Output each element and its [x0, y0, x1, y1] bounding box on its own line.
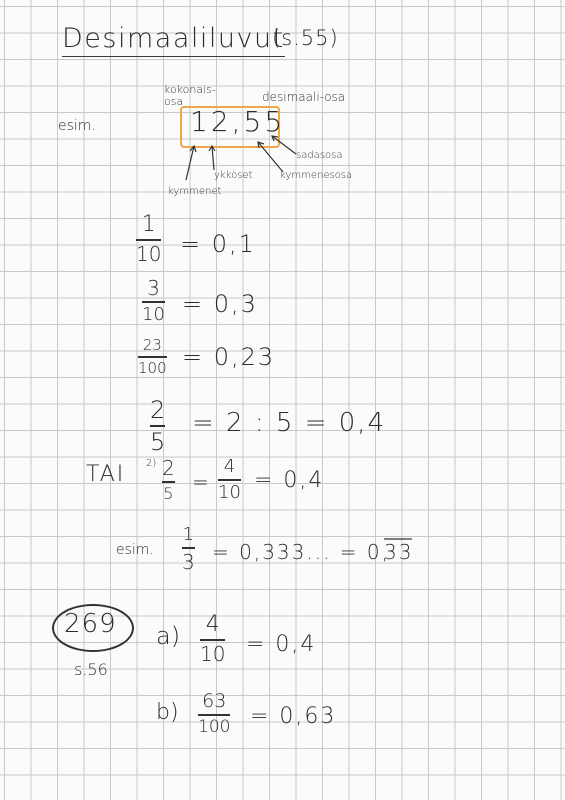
numerator: 4 [223, 456, 236, 477]
fraction-bar [200, 639, 225, 641]
fraction-63-100 [198, 692, 230, 736]
fraction-bar [162, 481, 175, 483]
exercise-page: s.56 [74, 660, 108, 679]
denominator: 5 [150, 427, 166, 456]
fraction-bar [182, 547, 195, 549]
numerator: 1 [141, 212, 156, 237]
example-label: esim. [58, 118, 96, 134]
numerator: 2 [162, 456, 175, 480]
equals-sign: = [192, 470, 211, 494]
decimal-part-label: desimaali-osa [262, 90, 346, 104]
numerator: 3 [147, 276, 160, 300]
fraction-bar [138, 356, 167, 358]
result-23-100: = 0,23 [182, 343, 276, 371]
integer-part-label: kokonais-osa [164, 83, 216, 108]
fraction-23-100 [138, 338, 167, 376]
tens-label: kymmenet [168, 186, 222, 197]
result-1-3: = 0,333... = 0, [212, 540, 390, 564]
repeating-digits: 33 [384, 540, 414, 564]
example-number: 12,55 [190, 105, 286, 138]
denominator: 5 [163, 483, 174, 503]
exercise-number: 269 [64, 609, 117, 639]
result-4-10: = 0,4 [254, 468, 325, 493]
result-2-5: = 2 : 5 = 0,4 [192, 408, 387, 438]
result-a: = 0,4 [246, 632, 317, 657]
denominator: 100 [198, 716, 231, 737]
denominator: 10 [200, 641, 226, 666]
tenths-label: kymmenesosa [280, 170, 353, 181]
hundredths-label: sadasosa [296, 150, 343, 161]
fraction-1-3 [182, 526, 195, 572]
numerator: 2 [150, 396, 166, 424]
fraction-bar [218, 479, 241, 481]
denominator: 100 [138, 358, 167, 377]
fraction-2-5 [150, 398, 165, 454]
result-1-10: = 0,1 [180, 230, 256, 258]
fraction-4-10-a [200, 614, 225, 664]
result-3-10: = 0,3 [182, 290, 258, 318]
page-title: Desimaaliluvut [62, 22, 285, 57]
fraction-bar [136, 239, 161, 241]
page-reference: (s.55) [272, 26, 339, 50]
part-b-label: b) [156, 700, 179, 725]
fraction-bar [150, 425, 165, 427]
result-b: = 0,63 [250, 704, 337, 729]
fraction-bar [142, 301, 165, 303]
fraction-2-5-expanded [162, 458, 175, 502]
denominator: 10 [218, 481, 241, 503]
denominator: 10 [136, 241, 162, 266]
denominator: 3 [182, 549, 195, 574]
fraction-4-10 [218, 458, 241, 502]
numerator: 23 [142, 336, 162, 354]
denominator: 10 [142, 303, 165, 325]
fraction-bar [198, 714, 230, 716]
fraction-1-10 [136, 214, 161, 264]
ones-label: ykköset [214, 170, 253, 181]
numerator: 1 [182, 524, 195, 545]
fraction-3-10 [142, 278, 165, 324]
numerator: 4 [205, 612, 220, 637]
or-label: TAI [86, 462, 126, 487]
expand-mark: 2) [146, 458, 157, 469]
part-a-label: a) [156, 622, 181, 650]
numerator: 63 [202, 690, 227, 712]
example-label-2: esim. [116, 542, 154, 558]
